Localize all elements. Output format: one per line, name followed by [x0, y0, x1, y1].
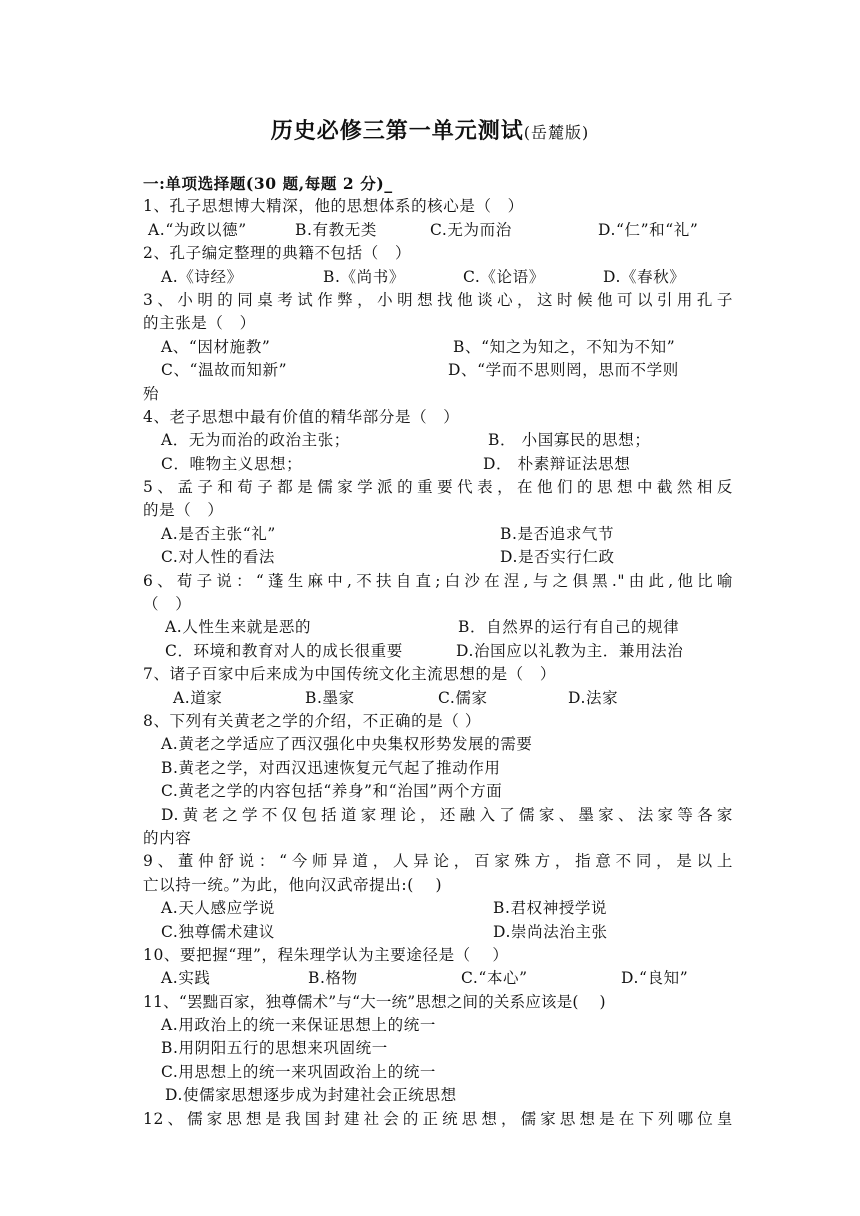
option-d: D.治国应以礼教为主．兼用法治 — [456, 641, 684, 660]
question-4-options-row1 — [143, 429, 733, 452]
question-10-stem: 10、要把握“理”，程朱理学认为主要途径是（ ） — [143, 945, 509, 964]
title-main: 历史必修三第一单元测试 — [270, 118, 524, 144]
question-8-option-c: C.黄老之学的内容包括“养身”和“治国”两个方面 — [161, 782, 503, 801]
option-a: A.实践 — [161, 969, 211, 988]
question-3-stem-line2: 的主张是（ ） — [143, 314, 256, 333]
question-6-options-row1 — [143, 616, 733, 639]
option-c: C.《论语》 — [463, 267, 545, 286]
question-8-option-d: D.黄老之学不仅包括道家理论，还融入了儒家、墨家、法家等各家 — [161, 805, 733, 824]
question-3-stem-line1: 3、小明的同桌考试作弊，小明想找他谈心，这时候他可以引用孔子 — [143, 290, 733, 309]
question-1-stem: 1、孔子思想博大精深，他的思想体系的核心是（ ） — [143, 197, 524, 216]
question-9-options-row2 — [143, 921, 733, 944]
option-c: C、“温故而知新” — [161, 361, 288, 380]
question-6-options-row2 — [143, 640, 733, 663]
option-d: D.《春秋》 — [603, 267, 686, 286]
option-a: A、“因材施教” — [161, 337, 271, 356]
question-9-options-row1 — [143, 897, 733, 920]
question-3-options-row2 — [143, 359, 733, 382]
option-c: C.对人性的看法 — [161, 548, 276, 567]
option-d: D.崇尚法治主张 — [493, 922, 608, 941]
option-a: A.道家 — [173, 688, 223, 707]
question-8-option-d-cont: 的内容 — [143, 828, 192, 847]
option-d: D． 朴素辩证法思想 — [483, 454, 631, 473]
question-8-option-b: B.黄老之学，对西汉迅速恢复元气起了推动作用 — [161, 758, 501, 777]
option-c: C．环境和教育对人的成长很重要 — [165, 641, 403, 660]
option-c: C.无为而治 — [430, 220, 512, 239]
option-b: B.《尚书》 — [323, 267, 405, 286]
question-11-option-b: B.用阴阳五行的思想来巩固统一 — [161, 1039, 388, 1058]
option-d: D.“仁”和“礼” — [598, 220, 699, 239]
option-d: D.是否实行仁政 — [500, 548, 615, 567]
question-6-stem-line1: 6、荀子说：“蓬生麻中,不扶自直;白沙在涅,与之俱黑."由此,他比喻 — [143, 571, 733, 590]
option-a: A.天人感应学说 — [161, 899, 275, 918]
question-9-stem-line2: 亡以持一统。”为此，他向汉武帝提出:( ) — [143, 875, 443, 894]
question-3-options-row1 — [143, 336, 733, 359]
question-1-options — [143, 219, 733, 242]
question-6-stem-line2: （ ） — [143, 595, 192, 614]
option-b: B.是否追求气节 — [500, 524, 615, 543]
section-heading: 一:单项选择题(30 题,每题 2 分)_ — [143, 174, 393, 193]
question-5-options-row2 — [143, 546, 733, 569]
option-a: A．无为而治的政治主张； — [161, 431, 350, 450]
option-a: A.“为政以德” — [148, 220, 247, 239]
question-2-options — [143, 266, 733, 289]
option-d: D.法家 — [568, 688, 619, 707]
question-11-option-d: D.使儒家思想逐步成为封建社会正统思想 — [165, 1086, 457, 1105]
question-3-option-d-cont: 殆 — [143, 384, 160, 403]
option-c: C．唯物主义思想； — [161, 454, 303, 473]
question-9-stem-line1: 9、董仲舒说：“今师异道，人异论，百家殊方，指意不同，是以上 — [143, 852, 733, 871]
page-title — [0, 114, 860, 145]
title-edition: (岳麓版) — [523, 123, 590, 142]
question-4-options-row2 — [143, 453, 733, 476]
option-d: D.“良知” — [621, 969, 689, 988]
question-8-stem: 8、下列有关黄老之学的介绍，不正确的是（ ） — [143, 711, 481, 730]
option-b: B、“知之为知之，不知为不知” — [453, 337, 676, 356]
option-b: B． 小国寡民的思想； — [488, 431, 651, 450]
question-11-stem: 11、“罢黜百家，独尊儒术”与“大一统”思想之间的关系应该是( ) — [143, 992, 606, 1011]
option-a: A.人性生来就是恶的 — [165, 618, 312, 637]
question-7-stem: 7、诸子百家中后来成为中国传统文化主流思想的是（ ） — [143, 665, 556, 684]
option-d: D、“学而不思则罔，思而不学则 — [448, 361, 679, 380]
question-7-options — [143, 687, 733, 710]
question-2-stem: 2、孔子编定整理的典籍不包括（ ） — [143, 244, 412, 263]
option-c: C.儒家 — [438, 688, 488, 707]
question-8-option-a: A.黄老之学适应了西汉强化中央集权形势发展的需要 — [161, 735, 533, 754]
question-12-stem: 12、儒家思想是我国封建社会的正统思想，儒家思想是在下列哪位皇 — [143, 1109, 733, 1128]
option-b: B．自然界的运行有自己的规律 — [458, 618, 680, 637]
question-11-option-a: A.用政治上的统一来保证思想上的统一 — [161, 1016, 436, 1035]
question-5-stem-line2: 的是（ ） — [143, 501, 224, 520]
option-b: B.墨家 — [305, 688, 355, 707]
question-5-stem-line1: 5、孟子和荀子都是儒家学派的重要代表，在他们的思想中截然相反 — [143, 478, 733, 497]
question-4-stem: 4、老子思想中最有价值的精华部分是（ ） — [143, 407, 460, 426]
option-c: C.“本心” — [461, 969, 528, 988]
question-11-option-c: C.用思想上的统一来巩固政治上的统一 — [161, 1062, 437, 1081]
option-b: B.君权神授学说 — [493, 899, 608, 918]
option-c: C.独尊儒术建议 — [161, 922, 276, 941]
question-5-options-row1 — [143, 523, 733, 546]
question-list — [143, 172, 733, 1131]
option-a: A.是否主张“礼” — [161, 524, 276, 543]
option-a: A.《诗经》 — [161, 267, 243, 286]
question-10-options — [143, 967, 733, 990]
option-b: B.有教无类 — [295, 220, 377, 239]
option-b: B.格物 — [308, 969, 358, 988]
